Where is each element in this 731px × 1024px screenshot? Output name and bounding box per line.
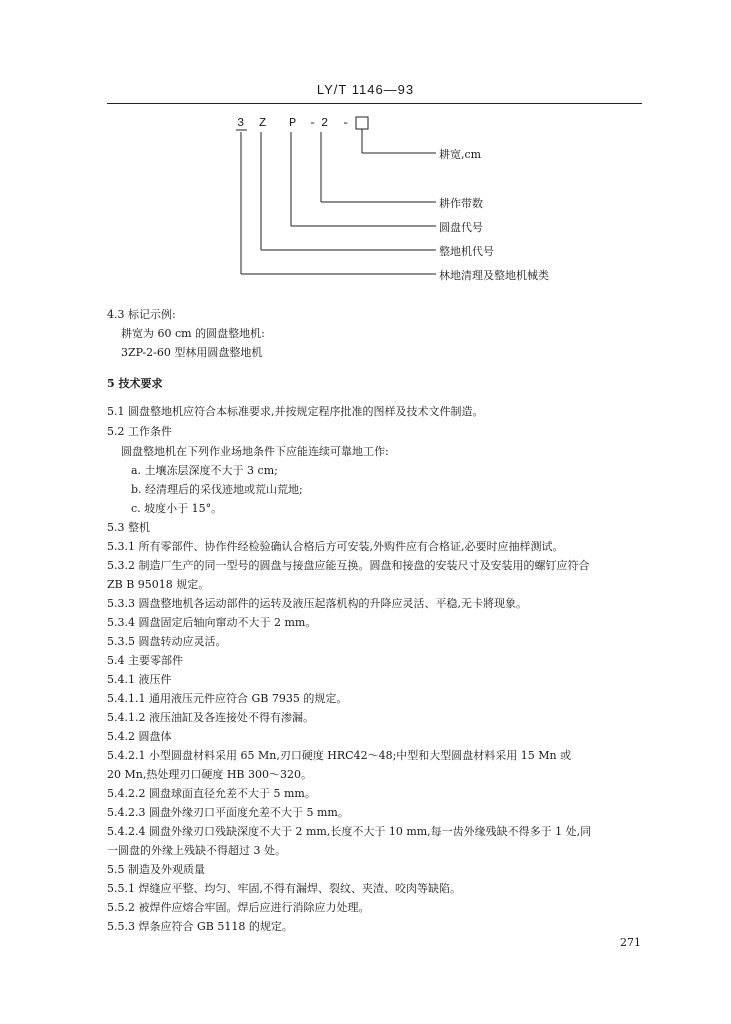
section-5-4-2-4: 5.4.2.4 圆盘外缘刃口残缺深度不大于 2 mm,长度不大于 10 mm,每一齿外缘残缺不得多于 1 处,同 bbox=[107, 825, 592, 838]
section-5-4-2-1-cont: 20 Mn,热处理刃口硬度 HB 300～320。 bbox=[107, 768, 312, 781]
section-5-3-2-cont: ZB B 95018 规定。 bbox=[107, 578, 210, 591]
section-5-4-2: 5.4.2 圆盘体 bbox=[107, 730, 172, 743]
page-number: 271 bbox=[620, 936, 641, 949]
code-char-3: 3 bbox=[237, 116, 245, 130]
section-4-3: 4.3 标记示例: bbox=[107, 308, 176, 321]
code-char-dash-2: - bbox=[342, 116, 350, 130]
label-disc-code: 圆盘代号 bbox=[439, 221, 483, 234]
label-strips: 耕作带数 bbox=[439, 197, 483, 210]
section-5-3: 5.3 整机 bbox=[107, 521, 150, 534]
section-5-3-4: 5.3.4 圆盘固定后轴向窜动不大于 2 mm。 bbox=[107, 616, 317, 629]
section-5-4-1: 5.4.1 液压件 bbox=[107, 673, 172, 686]
label-width: 耕宽,cm bbox=[439, 148, 482, 161]
example-line-1: 耕宽为 60 cm 的圆盘整地机: bbox=[121, 327, 265, 340]
section-5-3-1: 5.3.1 所有零部件、协作件经检验确认合格后方可安装,外购件应有合格证,必要时应抽样测试。 bbox=[107, 540, 564, 553]
label-machine-code: 整地机代号 bbox=[439, 245, 494, 258]
section-5-4-2-4-cont: 一圆盘的外缘上残缺不得超过 3 处。 bbox=[107, 844, 286, 857]
condition-b: b. 经清理后的采伐迹地或荒山荒地; bbox=[131, 483, 303, 496]
code-char-2: 2 bbox=[321, 116, 329, 130]
section-5-4-1-2: 5.4.1.2 液压油缸及各连接处不得有渗漏。 bbox=[107, 711, 314, 724]
section-5-heading: 5 技术要求 bbox=[107, 377, 163, 390]
section-5-3-3: 5.3.3 圆盘整地机各运动部件的运转及液压起落机构的升降应灵活、平稳,无卡將现象。 bbox=[107, 597, 527, 610]
section-5-4-2-1: 5.4.2.1 小型圆盘材料采用 65 Mn,刃口硬度 HRC42～48;中型和大型圆盘材料采用 15 Mn 或 bbox=[107, 749, 572, 762]
section-5-4: 5.4 主要零部件 bbox=[107, 654, 183, 667]
section-5-2-intro: 圆盘整地机在下列作业场地条件下应能连续可靠地工作: bbox=[121, 445, 389, 458]
document-header: LY/T 1146—93 bbox=[316, 82, 415, 97]
code-char-z: Z bbox=[259, 116, 267, 130]
placeholder-box bbox=[356, 117, 368, 129]
label-category: 林地清理及整地机械类 bbox=[439, 269, 549, 282]
code-char-p: P bbox=[289, 116, 297, 130]
section-5-1: 5.1 圆盘整地机应符合本标准要求,并按规定程序批准的图样及技术文件制造。 bbox=[107, 405, 484, 418]
condition-a: a. 土壤冻层深度不大于 3 cm; bbox=[131, 464, 278, 477]
section-5-5-3: 5.5.3 焊条应符合 GB 5118 的规定。 bbox=[107, 920, 293, 933]
code-char-dash-1: - bbox=[309, 116, 317, 130]
section-5-4-1-1: 5.4.1.1 通用液压元件应符合 GB 7935 的规定。 bbox=[107, 692, 348, 705]
section-5-5-2: 5.5.2 被焊件应熔合牢固。焊后应进行消除应力处理。 bbox=[107, 901, 370, 914]
section-5-4-2-2: 5.4.2.2 圆盘球面直径允差不大于 5 mm。 bbox=[107, 787, 316, 800]
section-5-5-1: 5.5.1 焊缝应平整、均匀、牢固,不得有漏焊、裂纹、夹渣、咬肉等缺陷。 bbox=[107, 882, 461, 895]
section-5-2: 5.2 工作条件 bbox=[107, 425, 172, 438]
section-5-3-2: 5.3.2 制造厂生产的同一型号的圆盘与接盘应能互换。圆盘和接盘的安装尺寸及安装用的螺钉应符合 bbox=[107, 559, 590, 572]
section-5-4-2-3: 5.4.2.3 圆盘外缘刃口平面度允差不大于 5 mm。 bbox=[107, 806, 349, 819]
example-line-2: 3ZP-2-60 型林用圆盘整地机 bbox=[121, 346, 263, 359]
section-5-3-5: 5.3.5 圆盘转动应灵活。 bbox=[107, 635, 227, 648]
section-5-5: 5.5 制造及外观质量 bbox=[107, 863, 205, 876]
condition-c: c. 坡度小于 15°。 bbox=[131, 502, 223, 515]
